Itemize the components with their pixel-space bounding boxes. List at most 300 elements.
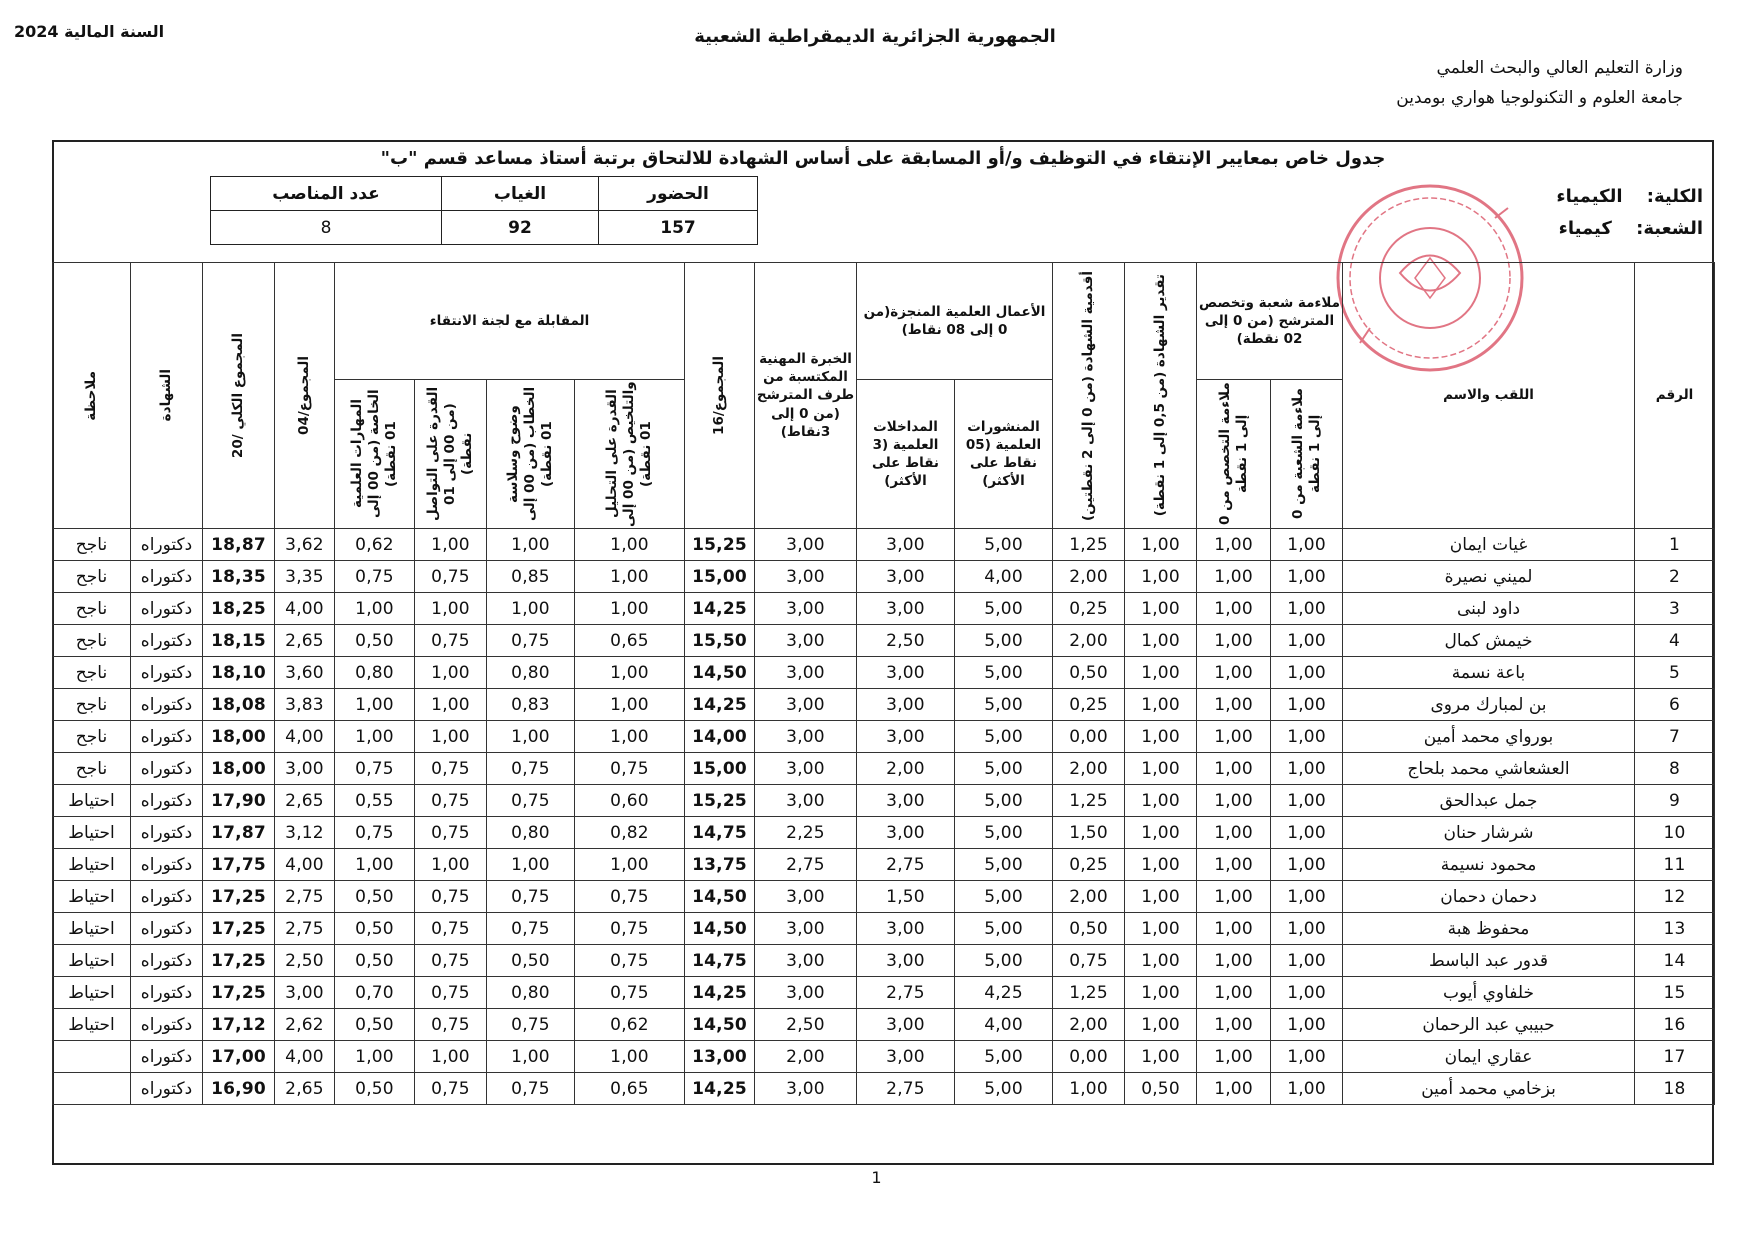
cell-fit-branch: 1,00 <box>1271 721 1343 753</box>
cell-total04: 4,00 <box>275 1041 335 1073</box>
table-row <box>53 529 1715 561</box>
cell-total04: 4,00 <box>275 593 335 625</box>
col-communications: المداخلات العلمية (3 نقاط على الأكثر) <box>857 380 955 529</box>
cell-remark: ناجح <box>53 753 131 785</box>
candidates-rows <box>53 529 1715 1105</box>
cell-grand-total: 17,25 <box>203 945 275 977</box>
cell-fit-branch: 1,00 <box>1271 689 1343 721</box>
table-row <box>53 849 1715 881</box>
cell-grand-total: 18,00 <box>203 721 275 753</box>
cell-total16: 13,75 <box>685 849 755 881</box>
cell-clarity: 1,00 <box>487 593 575 625</box>
cell-total16: 15,00 <box>685 753 755 785</box>
cell-experience: 3,00 <box>755 977 857 1009</box>
cell-remark <box>53 1041 131 1073</box>
cell-publications: 5,00 <box>955 593 1053 625</box>
cell-publications: 5,00 <box>955 625 1053 657</box>
cell-grade: 0,50 <box>1125 1073 1197 1105</box>
cell-remark: احتياط <box>53 881 131 913</box>
cell-experience: 2,75 <box>755 849 857 881</box>
cell-seniority: 0,00 <box>1053 721 1125 753</box>
col-remark: ملاحظة <box>83 370 100 421</box>
cell-analysis: 0,82 <box>575 817 685 849</box>
cell-total16: 15,00 <box>685 561 755 593</box>
cell-degree: دكتوراه <box>131 1009 203 1041</box>
cell-analysis: 0,75 <box>575 881 685 913</box>
absence-value: 92 <box>442 211 599 245</box>
cell-communication: 1,00 <box>415 721 487 753</box>
cell-communication: 1,00 <box>415 657 487 689</box>
cell-communication: 0,75 <box>415 945 487 977</box>
cell-scientific-skills: 1,00 <box>335 721 415 753</box>
cell-communications: 3,00 <box>857 817 955 849</box>
cell-experience: 3,00 <box>755 913 857 945</box>
cell-publications: 4,25 <box>955 977 1053 1009</box>
cell-clarity: 0,75 <box>487 625 575 657</box>
cell-degree: دكتوراه <box>131 561 203 593</box>
cell-grand-total: 16,90 <box>203 1073 275 1105</box>
cell-remark: احتياط <box>53 785 131 817</box>
cell-fit-spec: 1,00 <box>1197 945 1271 977</box>
cell-total16: 15,25 <box>685 785 755 817</box>
cell-fit-spec: 1,00 <box>1197 561 1271 593</box>
table-row <box>53 593 1715 625</box>
cell-fit-spec: 1,00 <box>1197 913 1271 945</box>
cell-publications: 5,00 <box>955 785 1053 817</box>
cell-fit-branch: 1,00 <box>1271 593 1343 625</box>
table-row <box>53 657 1715 689</box>
cell-name: محمود نسيمة <box>1343 849 1635 881</box>
cell-num: 6 <box>1635 689 1715 721</box>
cell-communication: 0,75 <box>415 881 487 913</box>
cell-analysis: 0,75 <box>575 977 685 1009</box>
cell-communications: 3,00 <box>857 785 955 817</box>
cell-remark: احتياط <box>53 849 131 881</box>
cell-clarity: 0,75 <box>487 753 575 785</box>
cell-grand-total: 18,15 <box>203 625 275 657</box>
cell-num: 2 <box>1635 561 1715 593</box>
cell-analysis: 0,62 <box>575 1009 685 1041</box>
cell-num: 8 <box>1635 753 1715 785</box>
cell-experience: 2,50 <box>755 1009 857 1041</box>
cell-experience: 3,00 <box>755 625 857 657</box>
page-number: 1 <box>871 1168 882 1187</box>
cell-total04: 2,62 <box>275 1009 335 1041</box>
cell-communication: 0,75 <box>415 785 487 817</box>
cell-grand-total: 17,25 <box>203 881 275 913</box>
table-row <box>53 1009 1715 1041</box>
cell-communication: 0,75 <box>415 1009 487 1041</box>
table-row <box>53 913 1715 945</box>
cell-num: 12 <box>1635 881 1715 913</box>
cell-grade: 1,00 <box>1125 529 1197 561</box>
cell-total16: 15,25 <box>685 529 755 561</box>
cell-communications: 1,50 <box>857 881 955 913</box>
cell-clarity: 1,00 <box>487 1041 575 1073</box>
cell-scientific-skills: 0,55 <box>335 785 415 817</box>
cell-scientific-skills: 0,80 <box>335 657 415 689</box>
cell-fit-spec: 1,00 <box>1197 785 1271 817</box>
cell-fit-spec: 1,00 <box>1197 881 1271 913</box>
cell-fit-branch: 1,00 <box>1271 849 1343 881</box>
cell-name: شرشار حنان <box>1343 817 1635 849</box>
cell-communication: 0,75 <box>415 977 487 1009</box>
cell-experience: 2,25 <box>755 817 857 849</box>
cell-fit-spec: 1,00 <box>1197 1009 1271 1041</box>
cell-num: 5 <box>1635 657 1715 689</box>
cell-grand-total: 17,25 <box>203 977 275 1009</box>
col-name: اللقب والاسم <box>1343 263 1635 529</box>
cell-grade: 1,00 <box>1125 945 1197 977</box>
cell-fit-branch: 1,00 <box>1271 977 1343 1009</box>
cell-publications: 5,00 <box>955 657 1053 689</box>
cell-clarity: 1,00 <box>487 529 575 561</box>
table-row <box>53 625 1715 657</box>
cell-degree: دكتوراه <box>131 785 203 817</box>
cell-fit-spec: 1,00 <box>1197 1073 1271 1105</box>
cell-total16: 14,25 <box>685 689 755 721</box>
cell-seniority: 1,25 <box>1053 785 1125 817</box>
cell-experience: 3,00 <box>755 689 857 721</box>
cell-fit-spec: 1,00 <box>1197 753 1271 785</box>
cell-publications: 5,00 <box>955 913 1053 945</box>
cell-grand-total: 18,35 <box>203 561 275 593</box>
cell-communications: 2,75 <box>857 849 955 881</box>
cell-remark: ناجح <box>53 625 131 657</box>
col-grand-total: المجموع الكلي /20 <box>230 332 247 459</box>
cell-scientific-skills: 0,50 <box>335 945 415 977</box>
cell-remark: احتياط <box>53 977 131 1009</box>
cell-seniority: 0,25 <box>1053 593 1125 625</box>
cell-communication: 0,75 <box>415 1073 487 1105</box>
cell-analysis: 0,75 <box>575 945 685 977</box>
cell-scientific-skills: 0,50 <box>335 1009 415 1041</box>
cell-grand-total: 17,90 <box>203 785 275 817</box>
cell-total04: 3,00 <box>275 977 335 1009</box>
cell-communication: 1,00 <box>415 689 487 721</box>
cell-fit-branch: 1,00 <box>1271 1073 1343 1105</box>
cell-total16: 14,50 <box>685 657 755 689</box>
cell-remark: ناجح <box>53 593 131 625</box>
cell-num: 15 <box>1635 977 1715 1009</box>
cell-experience: 3,00 <box>755 753 857 785</box>
cell-name: جمل عبدالحق <box>1343 785 1635 817</box>
cell-analysis: 1,00 <box>575 1041 685 1073</box>
cell-fit-branch: 1,00 <box>1271 785 1343 817</box>
table-row <box>53 785 1715 817</box>
cell-scientific-skills: 0,70 <box>335 977 415 1009</box>
cell-degree: دكتوراه <box>131 689 203 721</box>
cell-experience: 3,00 <box>755 881 857 913</box>
cell-num: 10 <box>1635 817 1715 849</box>
cell-total16: 14,50 <box>685 1009 755 1041</box>
table-title: جدول خاص بمعايير الإنتقاء في التوظيف و/أو المسابقة على أساس الشهادة للالتحاق برتبة أستاذ مساعد قسم "ب" <box>380 148 1386 169</box>
cell-communication: 0,75 <box>415 817 487 849</box>
cell-grand-total: 18,08 <box>203 689 275 721</box>
cell-seniority: 0,25 <box>1053 849 1125 881</box>
cell-fit-spec: 1,00 <box>1197 817 1271 849</box>
cell-fit-spec: 1,00 <box>1197 977 1271 1009</box>
col-grade: تقدير الشهادة (من 0,5 إلى 1 نقطة) <box>1152 274 1169 517</box>
cell-num: 9 <box>1635 785 1715 817</box>
cell-analysis: 0,75 <box>575 753 685 785</box>
cell-clarity: 0,75 <box>487 881 575 913</box>
cell-clarity: 0,80 <box>487 977 575 1009</box>
cell-clarity: 0,80 <box>487 657 575 689</box>
cell-remark: ناجح <box>53 689 131 721</box>
cell-degree: دكتوراه <box>131 945 203 977</box>
col-analysis: القدرة على التحليل والتلخيص (من 00 إلى 01 نقطة) <box>604 381 654 527</box>
cell-seniority: 0,25 <box>1053 689 1125 721</box>
cell-seniority: 2,00 <box>1053 881 1125 913</box>
cell-total04: 3,62 <box>275 529 335 561</box>
cell-total16: 14,50 <box>685 913 755 945</box>
cell-total04: 4,00 <box>275 849 335 881</box>
cell-analysis: 0,60 <box>575 785 685 817</box>
faculty-label: الكلية: <box>1646 186 1703 207</box>
cell-remark: احتياط <box>53 945 131 977</box>
cell-name: باعة نسمة <box>1343 657 1635 689</box>
cell-name: غيات ايمان <box>1343 529 1635 561</box>
cell-degree: دكتوراه <box>131 913 203 945</box>
cell-communication: 1,00 <box>415 1041 487 1073</box>
stats-table <box>210 176 758 245</box>
cell-total04: 2,50 <box>275 945 335 977</box>
cell-name: العشعاشي محمد بلحاج <box>1343 753 1635 785</box>
cell-total04: 2,65 <box>275 785 335 817</box>
cell-grand-total: 18,10 <box>203 657 275 689</box>
cell-scientific-skills: 0,62 <box>335 529 415 561</box>
table-row <box>53 561 1715 593</box>
cell-name: بزخامي محمد أمين <box>1343 1073 1635 1105</box>
table-row <box>53 881 1715 913</box>
cell-total16: 14,00 <box>685 721 755 753</box>
cell-grade: 1,00 <box>1125 785 1197 817</box>
cell-scientific-skills: 0,75 <box>335 817 415 849</box>
cell-degree: دكتوراه <box>131 657 203 689</box>
col-experience: الخبرة المهنية المكتسبة من طرف المترشح (من 0 إلى 3نقاط) <box>755 263 857 529</box>
cell-fit-branch: 1,00 <box>1271 529 1343 561</box>
col-clarity: وضوح وسلاسة الخطاب (من 00 إلى 01 نقطة) <box>505 386 555 522</box>
candidates-table <box>52 262 1715 1105</box>
cell-grand-total: 18,87 <box>203 529 275 561</box>
cell-num: 3 <box>1635 593 1715 625</box>
cell-grand-total: 17,87 <box>203 817 275 849</box>
branch-line <box>1559 218 1703 239</box>
cell-fit-spec: 1,00 <box>1197 1041 1271 1073</box>
cell-seniority: 0,00 <box>1053 1041 1125 1073</box>
cell-seniority: 2,00 <box>1053 625 1125 657</box>
university-name: جامعة العلوم و التكنولوجيا هواري بومدين <box>1396 88 1683 108</box>
cell-total04: 2,75 <box>275 881 335 913</box>
cell-total04: 4,00 <box>275 721 335 753</box>
cell-total16: 14,25 <box>685 1073 755 1105</box>
col-scientific-skills: المهارات العلمية الخاصة (من 00 إلى 01 نقطة) <box>349 389 399 519</box>
cell-remark: احتياط <box>53 913 131 945</box>
cell-clarity: 0,83 <box>487 689 575 721</box>
attendance-value: 157 <box>599 211 758 245</box>
cell-scientific-skills: 1,00 <box>335 1041 415 1073</box>
cell-seniority: 1,50 <box>1053 817 1125 849</box>
cell-fit-branch: 1,00 <box>1271 1041 1343 1073</box>
cell-experience: 2,00 <box>755 1041 857 1073</box>
cell-clarity: 0,85 <box>487 561 575 593</box>
cell-name: حبيبي عبد الرحمان <box>1343 1009 1635 1041</box>
cell-scientific-skills: 0,50 <box>335 881 415 913</box>
cell-grade: 1,00 <box>1125 721 1197 753</box>
table-row <box>53 689 1715 721</box>
col-seniority: أقدمية الشهادة (من 0 إلى 2 نقطتين) <box>1080 270 1097 521</box>
cell-publications: 5,00 <box>955 721 1053 753</box>
cell-fit-branch: 1,00 <box>1271 913 1343 945</box>
cell-grand-total: 17,12 <box>203 1009 275 1041</box>
cell-total04: 3,35 <box>275 561 335 593</box>
cell-communication: 1,00 <box>415 593 487 625</box>
cell-publications: 5,00 <box>955 1041 1053 1073</box>
cell-degree: دكتوراه <box>131 721 203 753</box>
table-row <box>53 753 1715 785</box>
cell-grade: 1,00 <box>1125 753 1197 785</box>
cell-degree: دكتوراه <box>131 849 203 881</box>
cell-seniority: 1,25 <box>1053 529 1125 561</box>
cell-communications: 2,00 <box>857 753 955 785</box>
cell-total16: 14,50 <box>685 881 755 913</box>
col-total04: المجموع/04 <box>296 356 313 435</box>
cell-fit-spec: 1,00 <box>1197 849 1271 881</box>
cell-total16: 13,00 <box>685 1041 755 1073</box>
col-works-group: الأعمال العلمية المنجزة(من 0 إلى 08 نقاط) <box>857 263 1053 380</box>
col-num: الرقم <box>1635 263 1715 529</box>
cell-fit-branch: 1,00 <box>1271 561 1343 593</box>
col-communication: القدرة على التواصل (من 00 إلى 01 نقطة) <box>425 386 475 522</box>
cell-grade: 1,00 <box>1125 657 1197 689</box>
faculty-line <box>1556 186 1703 207</box>
cell-name: قدور عبد الباسط <box>1343 945 1635 977</box>
cell-grade: 1,00 <box>1125 593 1197 625</box>
cell-communications: 3,00 <box>857 689 955 721</box>
cell-seniority: 1,00 <box>1053 1073 1125 1105</box>
cell-analysis: 1,00 <box>575 689 685 721</box>
cell-fit-spec: 1,00 <box>1197 689 1271 721</box>
cell-degree: دكتوراه <box>131 1073 203 1105</box>
cell-analysis: 0,75 <box>575 913 685 945</box>
cell-grand-total: 17,75 <box>203 849 275 881</box>
cell-communications: 3,00 <box>857 561 955 593</box>
faculty-value: الكيمياء <box>1556 186 1623 207</box>
cell-degree: دكتوراه <box>131 977 203 1009</box>
cell-degree: دكتوراه <box>131 529 203 561</box>
cell-experience: 3,00 <box>755 593 857 625</box>
republic-title: الجمهورية الجزائرية الديمقراطية الشعبية <box>694 26 1056 47</box>
cell-experience: 3,00 <box>755 945 857 977</box>
table-row <box>53 817 1715 849</box>
cell-grade: 1,00 <box>1125 849 1197 881</box>
cell-grade: 1,00 <box>1125 913 1197 945</box>
cell-num: 14 <box>1635 945 1715 977</box>
positions-value: 8 <box>211 211 442 245</box>
cell-seniority: 1,25 <box>1053 977 1125 1009</box>
cell-fit-branch: 1,00 <box>1271 753 1343 785</box>
cell-scientific-skills: 0,50 <box>335 625 415 657</box>
cell-communications: 2,50 <box>857 625 955 657</box>
cell-num: 17 <box>1635 1041 1715 1073</box>
cell-communications: 3,00 <box>857 529 955 561</box>
cell-name: دحمان دحمان <box>1343 881 1635 913</box>
table-row <box>53 977 1715 1009</box>
cell-name: خيمش كمال <box>1343 625 1635 657</box>
cell-clarity: 1,00 <box>487 849 575 881</box>
cell-publications: 4,00 <box>955 1009 1053 1041</box>
col-publications: المنشورات العلمية (05 نقاط على الأكثر) <box>955 380 1053 529</box>
col-degree: الشهادة <box>158 369 175 422</box>
cell-publications: 5,00 <box>955 881 1053 913</box>
cell-clarity: 1,00 <box>487 721 575 753</box>
cell-analysis: 1,00 <box>575 593 685 625</box>
cell-publications: 5,00 <box>955 849 1053 881</box>
branch-label: الشعبة: <box>1636 218 1703 239</box>
cell-fit-branch: 1,00 <box>1271 625 1343 657</box>
cell-communications: 2,75 <box>857 1073 955 1105</box>
cell-analysis: 1,00 <box>575 657 685 689</box>
cell-total04: 3,83 <box>275 689 335 721</box>
cell-total04: 3,00 <box>275 753 335 785</box>
cell-seniority: 0,50 <box>1053 913 1125 945</box>
cell-analysis: 0,65 <box>575 625 685 657</box>
cell-name: لميني نصيرة <box>1343 561 1635 593</box>
col-total16: المجموع/16 <box>711 356 728 435</box>
cell-fit-branch: 1,00 <box>1271 657 1343 689</box>
cell-grand-total: 18,00 <box>203 753 275 785</box>
cell-communication: 1,00 <box>415 849 487 881</box>
cell-total16: 15,50 <box>685 625 755 657</box>
cell-degree: دكتوراه <box>131 593 203 625</box>
cell-communications: 3,00 <box>857 1041 955 1073</box>
cell-num: 4 <box>1635 625 1715 657</box>
cell-degree: دكتوراه <box>131 625 203 657</box>
cell-clarity: 0,75 <box>487 785 575 817</box>
cell-analysis: 1,00 <box>575 529 685 561</box>
cell-scientific-skills: 0,75 <box>335 753 415 785</box>
cell-degree: دكتوراه <box>131 753 203 785</box>
cell-remark <box>53 1073 131 1105</box>
cell-scientific-skills: 0,75 <box>335 561 415 593</box>
cell-grade: 1,00 <box>1125 561 1197 593</box>
cell-total16: 14,75 <box>685 945 755 977</box>
cell-publications: 5,00 <box>955 689 1053 721</box>
cell-degree: دكتوراه <box>131 1041 203 1073</box>
col-fit-spec: ملاءمة التخصص من 0 إلى 1 نقطة <box>1216 382 1250 526</box>
cell-remark: ناجح <box>53 657 131 689</box>
cell-num: 13 <box>1635 913 1715 945</box>
cell-degree: دكتوراه <box>131 881 203 913</box>
cell-grade: 1,00 <box>1125 1041 1197 1073</box>
cell-name: محفوظ هبة <box>1343 913 1635 945</box>
cell-name: بن لمبارك مروى <box>1343 689 1635 721</box>
cell-grand-total: 18,25 <box>203 593 275 625</box>
cell-remark: احتياط <box>53 817 131 849</box>
cell-total16: 14,25 <box>685 977 755 1009</box>
cell-total04: 3,60 <box>275 657 335 689</box>
table-row <box>53 945 1715 977</box>
cell-experience: 3,00 <box>755 1073 857 1105</box>
cell-clarity: 0,75 <box>487 913 575 945</box>
cell-fit-branch: 1,00 <box>1271 945 1343 977</box>
cell-num: 16 <box>1635 1009 1715 1041</box>
cell-communication: 0,75 <box>415 753 487 785</box>
branch-value: كيمياء <box>1558 218 1612 239</box>
cell-total04: 2,65 <box>275 625 335 657</box>
cell-fit-branch: 1,00 <box>1271 817 1343 849</box>
